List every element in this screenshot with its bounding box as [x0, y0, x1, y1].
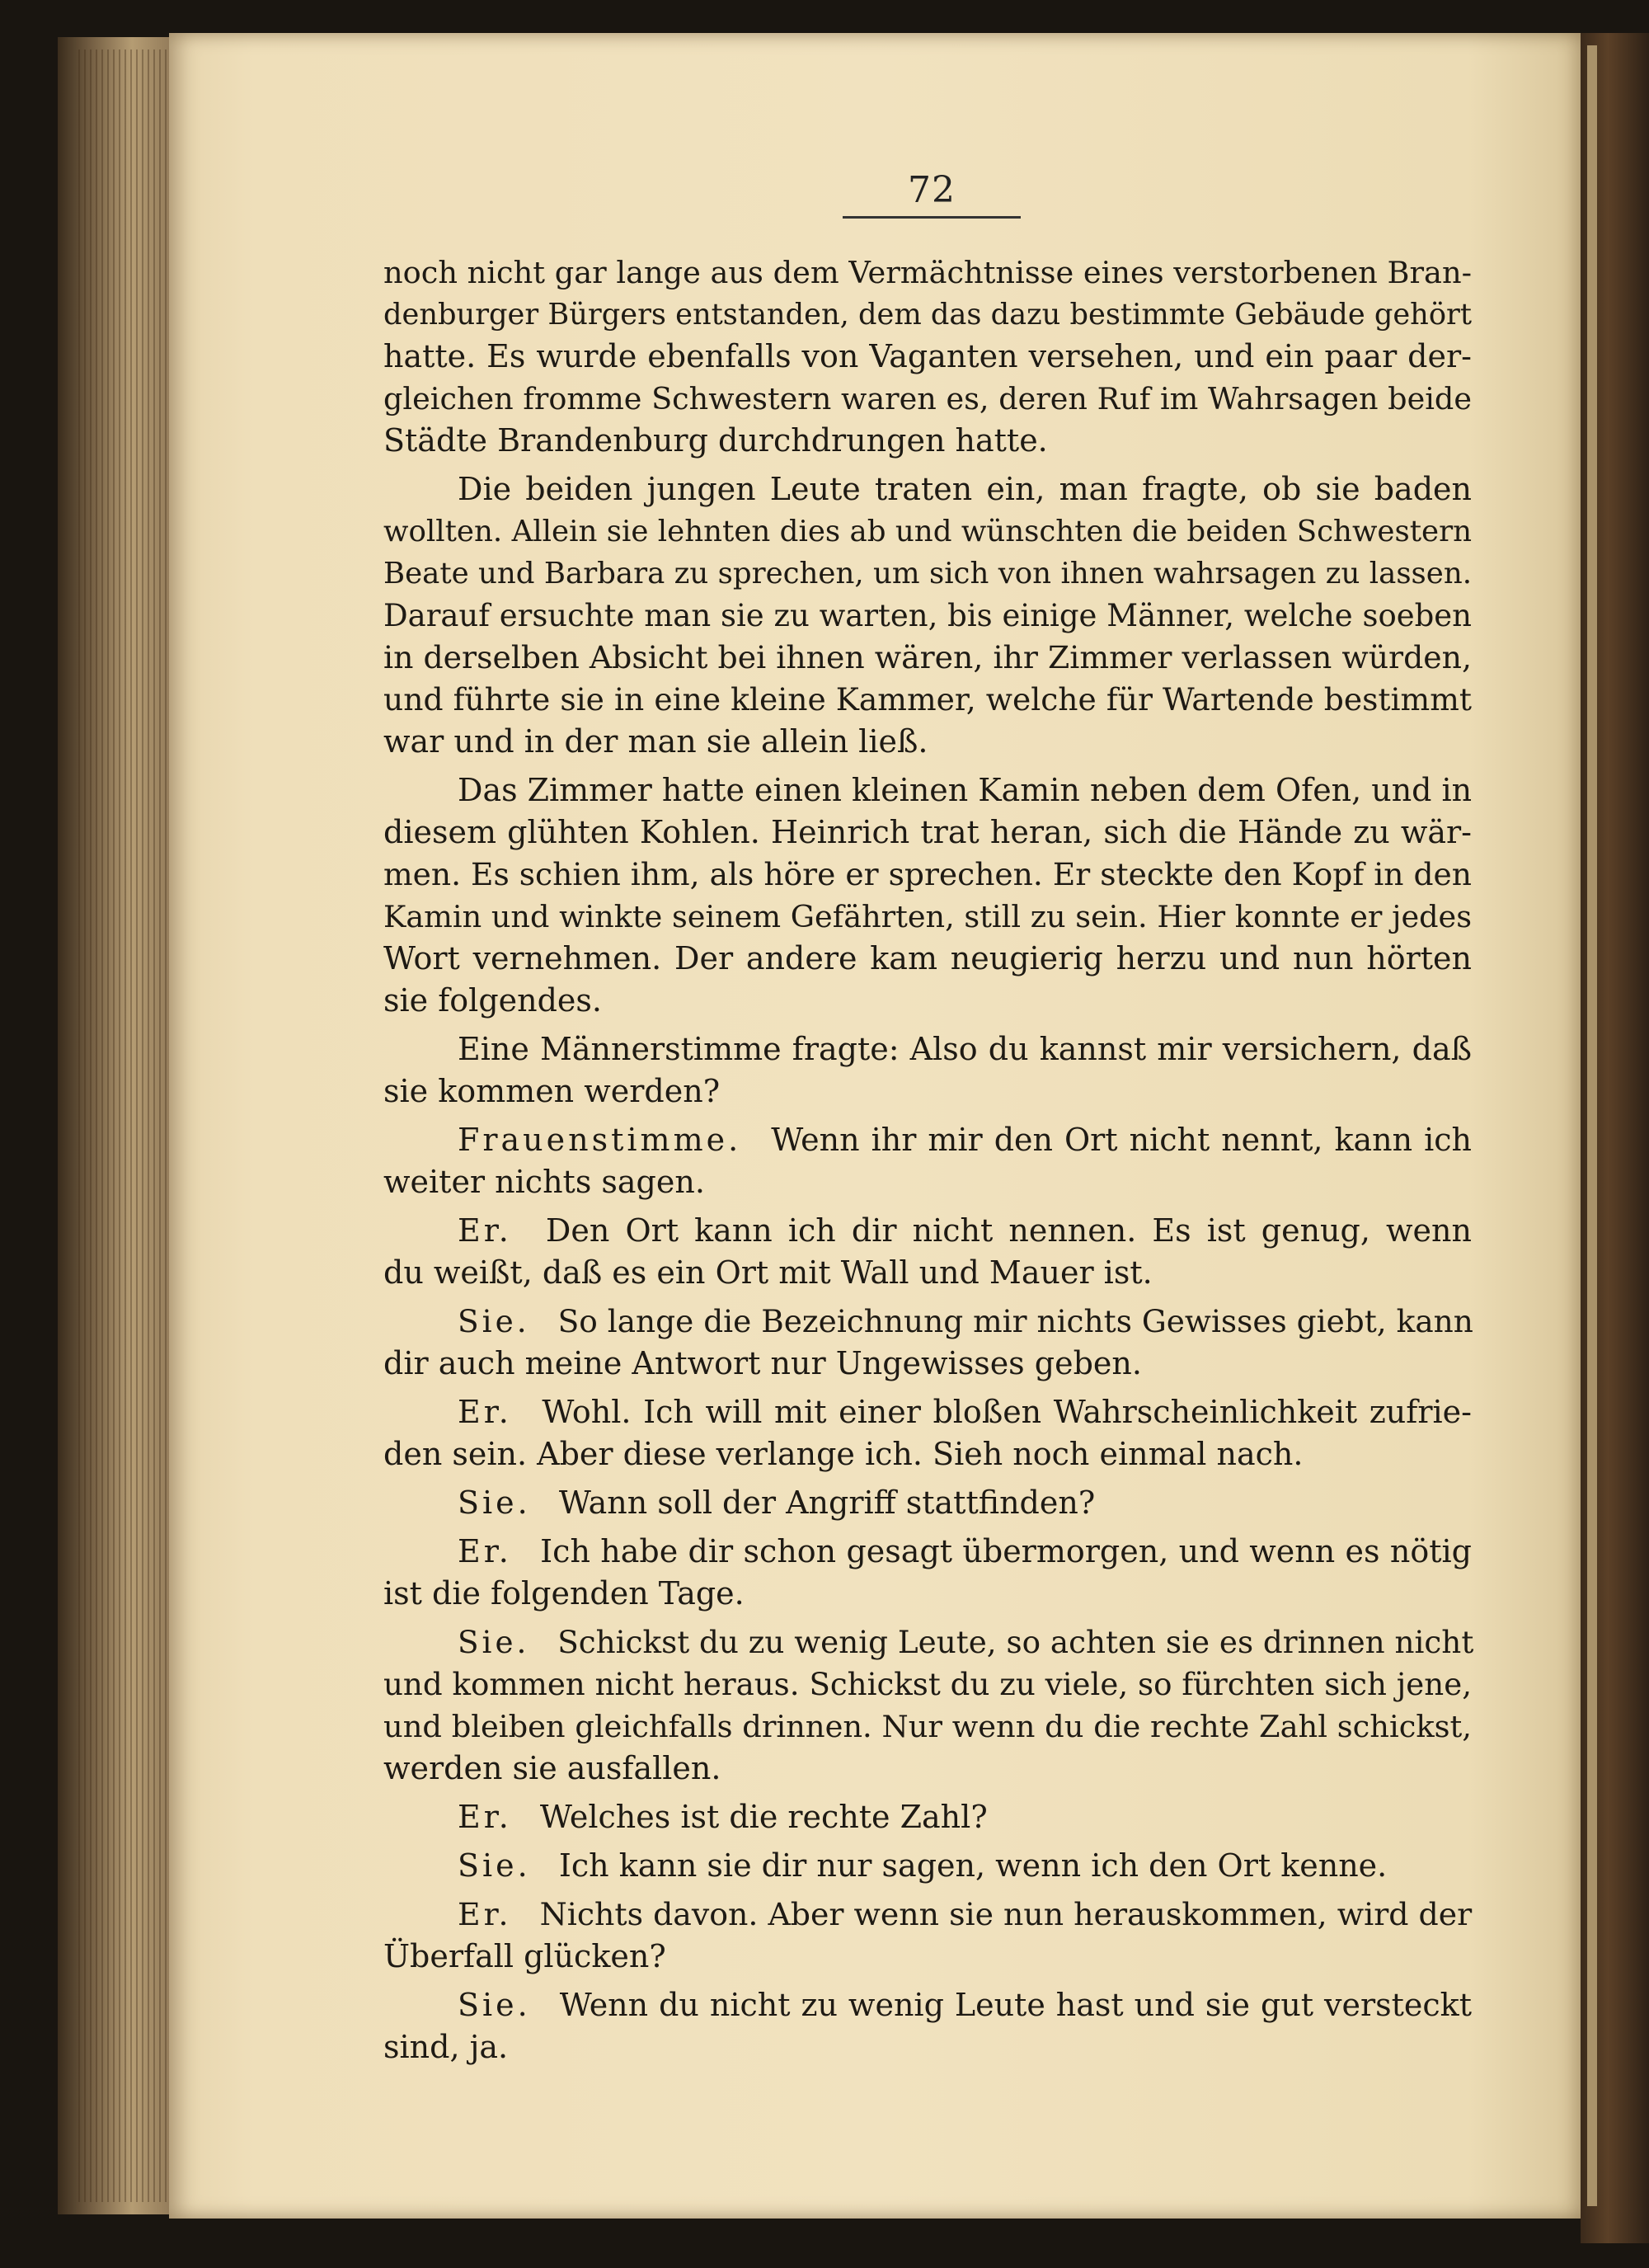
text-line — [383, 420, 1472, 462]
text-line — [383, 854, 1472, 896]
speaker-label: Er. — [458, 1394, 512, 1430]
text-line — [383, 595, 1472, 637]
text-line — [383, 1482, 1472, 1524]
text-line — [383, 812, 1472, 854]
line-text: sind, ja. — [383, 2029, 509, 2065]
text-line — [383, 1119, 1472, 1161]
paragraph-gap — [383, 1838, 1472, 1845]
line-text: Kamin und winkte seinem Gefährten, still zu sein. Hier konnte er jedes — [383, 899, 1472, 934]
speaker-label: Sie. — [458, 1303, 530, 1339]
paragraph-gap — [383, 1615, 1472, 1621]
line-text: denburger Bürgers entstanden, dem das dazu bestimmte Gebäude gehört — [383, 298, 1472, 332]
paragraph-gap — [383, 1022, 1472, 1028]
text-line — [383, 1433, 1472, 1475]
line-text: Darauf ersuchte man sie zu warten, bis einige Männer, welche soeben — [383, 598, 1472, 633]
text-line — [383, 1894, 1472, 1936]
line-text: Wort vernehmen. Der andere kam neugierig herzu und nun hörten — [383, 940, 1472, 976]
line-text: sie folgendes. — [383, 982, 602, 1019]
text-line — [383, 1621, 1472, 1663]
paragraph — [383, 468, 1472, 763]
line-text: Beate und Barbara zu sprechen, um sich von ihnen wahrsagen zu lassen. — [383, 557, 1472, 591]
speaker-label: Er. — [458, 1896, 512, 1932]
line-text: werden sie ausfallen. — [383, 1750, 721, 1786]
line-text: Nichts davon. Aber wenn sie nun herauskommen, wird der — [539, 1896, 1473, 1932]
text-line — [383, 1391, 1472, 1433]
paragraph-gap — [383, 1524, 1472, 1531]
paragraph-gap — [383, 1887, 1472, 1894]
line-text: weiter nichts sagen. — [383, 1164, 705, 1200]
paragraph — [383, 252, 1472, 462]
text-line — [383, 2026, 1472, 2068]
line-text: in derselben Absicht bei ihnen wären, ihr Zimmer verlassen würden, — [383, 639, 1472, 675]
paragraph — [383, 1301, 1472, 1385]
speaker-label: Er. — [458, 1533, 512, 1569]
text-line — [383, 1343, 1472, 1385]
text-line — [383, 1028, 1472, 1070]
text-line — [383, 1845, 1472, 1887]
text-line — [383, 1070, 1472, 1113]
line-text: Ich habe dir schon gesagt übermorgen, und wenn es nötig — [540, 1533, 1472, 1569]
line-text: dir auch meine Antwort nur Ungewisses geben. — [383, 1345, 1142, 1381]
text-line — [383, 1252, 1472, 1294]
line-text: Den Ort kann ich dir nicht nennen. Es ist genug, wenn — [545, 1212, 1472, 1249]
line-text: und führte sie in eine kleine Kammer, welche für Wartende bestimmt — [383, 681, 1472, 718]
line-text: Städte Brandenburg durchdrungen hatte. — [383, 422, 1048, 459]
paragraph — [383, 769, 1472, 1022]
text-line — [383, 1936, 1472, 1978]
text-line — [383, 1210, 1472, 1252]
line-text: und bleiben gleichfalls drinnen. Nur wenn du die rechte Zahl schickst, — [383, 1709, 1472, 1744]
line-text: men. Es schien ihm, als höre er sprechen. Er steckte den Kopf in den — [383, 856, 1472, 892]
line-text: sie kommen werden? — [383, 1073, 721, 1109]
line-text: gleichen fromme Schwestern waren es, deren Ruf im Wahrsagen beide — [383, 381, 1472, 416]
text-line — [383, 1531, 1472, 1573]
line-text: noch nicht gar lange aus dem Vermächtnisse eines verstorbenen Bran- — [383, 255, 1472, 290]
page-number: 72 — [908, 169, 956, 211]
speaker-label: Er. — [458, 1799, 512, 1835]
speaker-label: Sie. — [458, 1624, 530, 1660]
text-line — [383, 1161, 1472, 1203]
text-line — [383, 896, 1472, 938]
line-text: und kommen nicht heraus. Schickst du zu viele, so fürchten sich jene, — [383, 1667, 1472, 1702]
text-line — [383, 468, 1472, 511]
text-line — [383, 938, 1472, 980]
paragraph-gap — [383, 1790, 1472, 1796]
paragraph — [383, 1621, 1472, 1790]
line-text: Wenn ihr mir den Ort nicht nennt, kann ich — [771, 1122, 1472, 1158]
paragraph — [383, 1531, 1472, 1615]
paragraph-gap — [383, 1385, 1472, 1391]
paragraph-gap — [383, 1475, 1472, 1482]
speaker-label: Sie. — [458, 1847, 531, 1884]
paragraph — [383, 1984, 1472, 2068]
line-text: du weißt, daß es ein Ort mit Wall und Mauer ist. — [383, 1254, 1153, 1291]
line-text: war und in der man sie allein ließ. — [383, 723, 928, 760]
text-line — [383, 511, 1472, 553]
line-text: ist die folgenden Tage. — [383, 1575, 745, 1612]
text-line — [383, 721, 1472, 763]
text-line — [383, 378, 1472, 420]
text-line — [383, 1984, 1472, 2026]
line-text: Wann soll der Angriff stattfinden? — [558, 1485, 1096, 1521]
text-line — [383, 679, 1472, 721]
text-line — [383, 294, 1472, 336]
text-line — [383, 1796, 1472, 1838]
paragraph-gap — [383, 1294, 1472, 1301]
text-body — [383, 252, 1472, 2068]
line-text: diesem glühten Kohlen. Heinrich trat heran, sich die Hände zu wär- — [383, 814, 1472, 850]
text-line — [383, 980, 1472, 1022]
page-edge-stack — [78, 49, 169, 2202]
speaker-label: Er. — [458, 1212, 512, 1249]
paragraph — [383, 1845, 1472, 1887]
paragraph-gap — [383, 1203, 1472, 1210]
line-text: So lange die Bezeichnung mir nichts Gewisses giebt, kann — [557, 1303, 1473, 1339]
text-line — [383, 1706, 1472, 1748]
line-text: Schickst du zu wenig Leute, so achten sie es drinnen nicht — [557, 1624, 1474, 1660]
line-text: hatte. Es wurde ebenfalls von Vaganten versehen, und ein paar der- — [383, 338, 1472, 374]
text-line — [383, 553, 1472, 595]
paragraph — [383, 1894, 1472, 1978]
book-cover-edge — [1587, 45, 1597, 2206]
page-number-rule — [843, 216, 1021, 219]
text-line — [383, 1663, 1472, 1706]
paragraph — [383, 1391, 1472, 1475]
paragraph — [383, 1119, 1472, 1203]
paragraph-gap — [383, 763, 1472, 769]
line-text: Wohl. Ich will mit einer bloßen Wahrscheinlichkeit zufrie- — [542, 1394, 1472, 1430]
paragraph-gap — [383, 462, 1472, 468]
line-text: Ich kann sie dir nur sagen, wenn ich den Ort kenne. — [558, 1847, 1388, 1884]
paragraph — [383, 1028, 1472, 1113]
speaker-label: Sie. — [458, 1987, 531, 2023]
paragraph — [383, 1482, 1472, 1524]
paragraph — [383, 1210, 1472, 1294]
text-line — [383, 637, 1472, 679]
line-text: Welches ist die rechte Zahl? — [539, 1799, 988, 1835]
paragraph — [383, 1796, 1472, 1838]
text-line — [383, 336, 1472, 378]
text-line — [383, 1573, 1472, 1615]
speaker-label: Frauenstimme. — [458, 1122, 742, 1158]
speaker-label: Sie. — [458, 1485, 531, 1521]
text-line — [383, 1748, 1472, 1790]
text-line — [383, 252, 1472, 294]
line-text: Überfall glücken? — [383, 1938, 666, 1974]
line-text: Wenn du nicht zu wenig Leute hast und sie gut versteckt — [559, 1987, 1472, 2023]
line-text: Die beiden jungen Leute traten ein, man fragte, ob sie baden — [458, 471, 1472, 507]
text-line — [383, 1301, 1472, 1343]
paragraph-gap — [383, 1978, 1472, 1984]
text-line — [383, 769, 1472, 812]
line-text: den sein. Aber diese verlange ich. Sieh noch einmal nach. — [383, 1436, 1304, 1472]
line-text: wollten. Allein sie lehnten dies ab und wünschten die beiden Schwestern — [383, 515, 1472, 548]
line-text: Eine Männerstimme fragte: Also du kannst mir versichern, daß — [458, 1031, 1472, 1067]
line-text: Das Zimmer hatte einen kleinen Kamin neben dem Ofen, und in — [458, 772, 1473, 808]
paragraph-gap — [383, 1113, 1472, 1119]
